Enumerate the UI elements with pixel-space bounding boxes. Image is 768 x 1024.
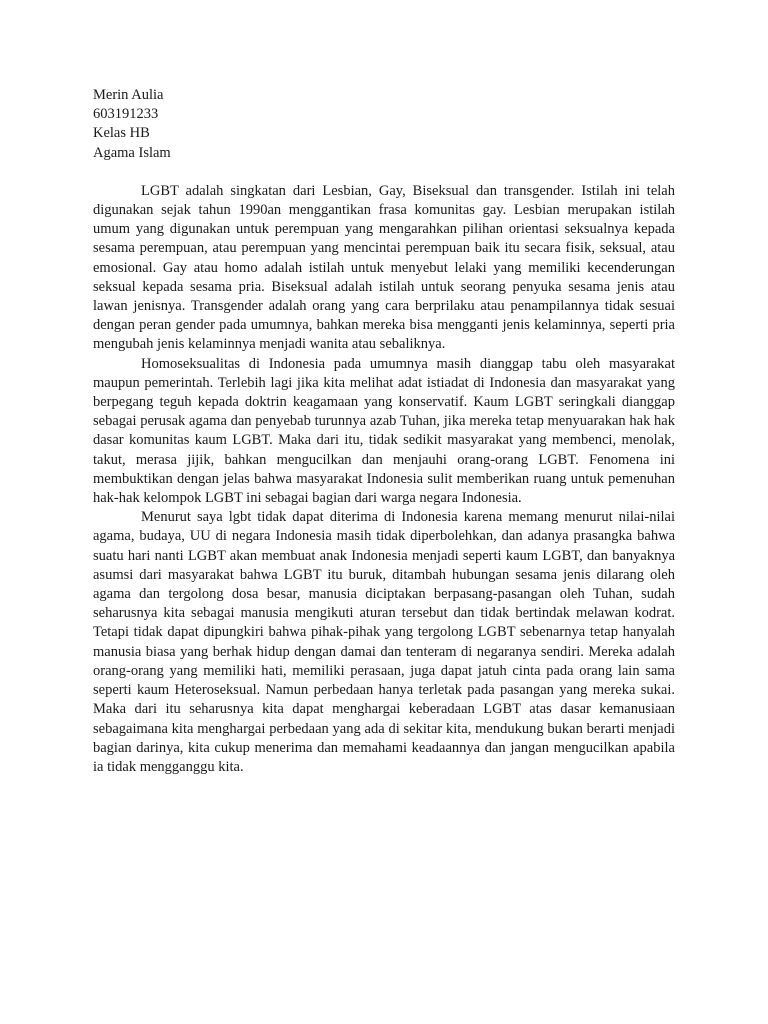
- student-id: 603191233: [93, 106, 159, 123]
- author-header: [93, 86, 675, 163]
- paragraph-1: LGBT adalah singkatan dari Lesbian, Gay, Biseksual dan transgender. Istilah ini telah digunakan sejak tahun 1990an menggantikan frasa komunitas gay. Lesbian merupakan istilah umum yang digunakan untuk perempuan yang mengarahkan pilihan orientasi seksualnya kepada sesama perempuan, atau perempuan yang mencintai perempuan baik itu secara fisik, seksual, atau emosional. Gay atau homo adalah istilah untuk menyebut lelaki yang memiliki kecenderungan seksual kepada sesama pria. Biseksual adalah istilah untuk seorang penyuka sesama jenis atau lawan jenisnya. Transgender adalah orang yang cara berprilaku atau penampilannya tidak sesuai dengan peran gender pada umumnya, bahkan mereka bisa mengganti jenis kelaminnya, seperti pria mengubah jenis kelaminnya menjadi wanita atau sebaliknya.: [93, 182, 675, 353]
- class-label: Kelas HB: [93, 125, 150, 142]
- document-page: [93, 86, 675, 777]
- paragraph-3: Menurut saya lgbt tidak dapat diterima di Indonesia karena memang menurut nilai-nilai agama, budaya, UU di negara Indonesia masih tidak diperbolehkan, dan adanya prasangka bahwa suatu hari nanti LGBT akan membuat anak Indonesia menjadi seperti kaum LGBT, dan banyaknya asumsi dari masyarakat bahwa LGBT itu buruk, ditambah hubungan sesama jenis dilarang oleh agama dan tergolong dosa besar, manusia diciptakan berpasang-pasangan oleh Tuhan, sudah seharusnya kita sebagai manusia mengikuti aturan tersebut dan tidak bertindak melawan kodrat. Tetapi tidak dapat dipungkiri bahwa pihak-pihak yang tergolong LGBT sebenarnya tetap hanyalah manusia biasa yang berhak hidup dengan damai dan tenteram di negaranya sendiri. Mereka adalah orang-orang yang memiliki hati, memiliki perasaan, juga dapat jatuh cinta pada orang lain sama seperti kaum Heteroseksual. Namun perbedaan hanya terletak pada pasangan yang mereka sukai. Maka dari itu seharusnya kita dapat menghargai keberadaan LGBT atas dasar kemanusiaan sebagaimana kita menghargai perbedaan yang ada di sekitar kita, mendukung bukan berarti menjadi bagian darinya, kita cukup menerima dan memahami keadaannya dan jangan mengucilkan apabila ia tidak mengganggu kita.: [93, 509, 675, 775]
- essay-body: [93, 182, 675, 777]
- paragraph-2: Homoseksualitas di Indonesia pada umumnya masih dianggap tabu oleh masyarakat maupun pemerintah. Terlebih lagi jika kita melihat adat istiadat di Indonesia dan masyarakat yang berpegang teguh kepada doktrin keagamaan yang konservatif. Kaum LGBT seringkali dianggap sebagai perusak agama dan penyebab turunnya azab Tuhan, jika mereka tetap menyuarakan hak hak dasar komunitas kaum LGBT. Maka dari itu, tidak sedikit masyarakat yang membenci, menolak, takut, merasa jijik, bahkan mengucilkan dan menjauhi orang-orang LGBT. Fenomena ini membuktikan dengan jelas bahwa masyarakat Indonesia sulit memberikan ruang untuk pemenuhan hak-hak kelompok LGBT ini sebagai bagian dari warga negara Indonesia.: [93, 355, 675, 507]
- author-name: Merin Aulia: [93, 87, 164, 103]
- subject-label: Agama Islam: [93, 144, 171, 161]
